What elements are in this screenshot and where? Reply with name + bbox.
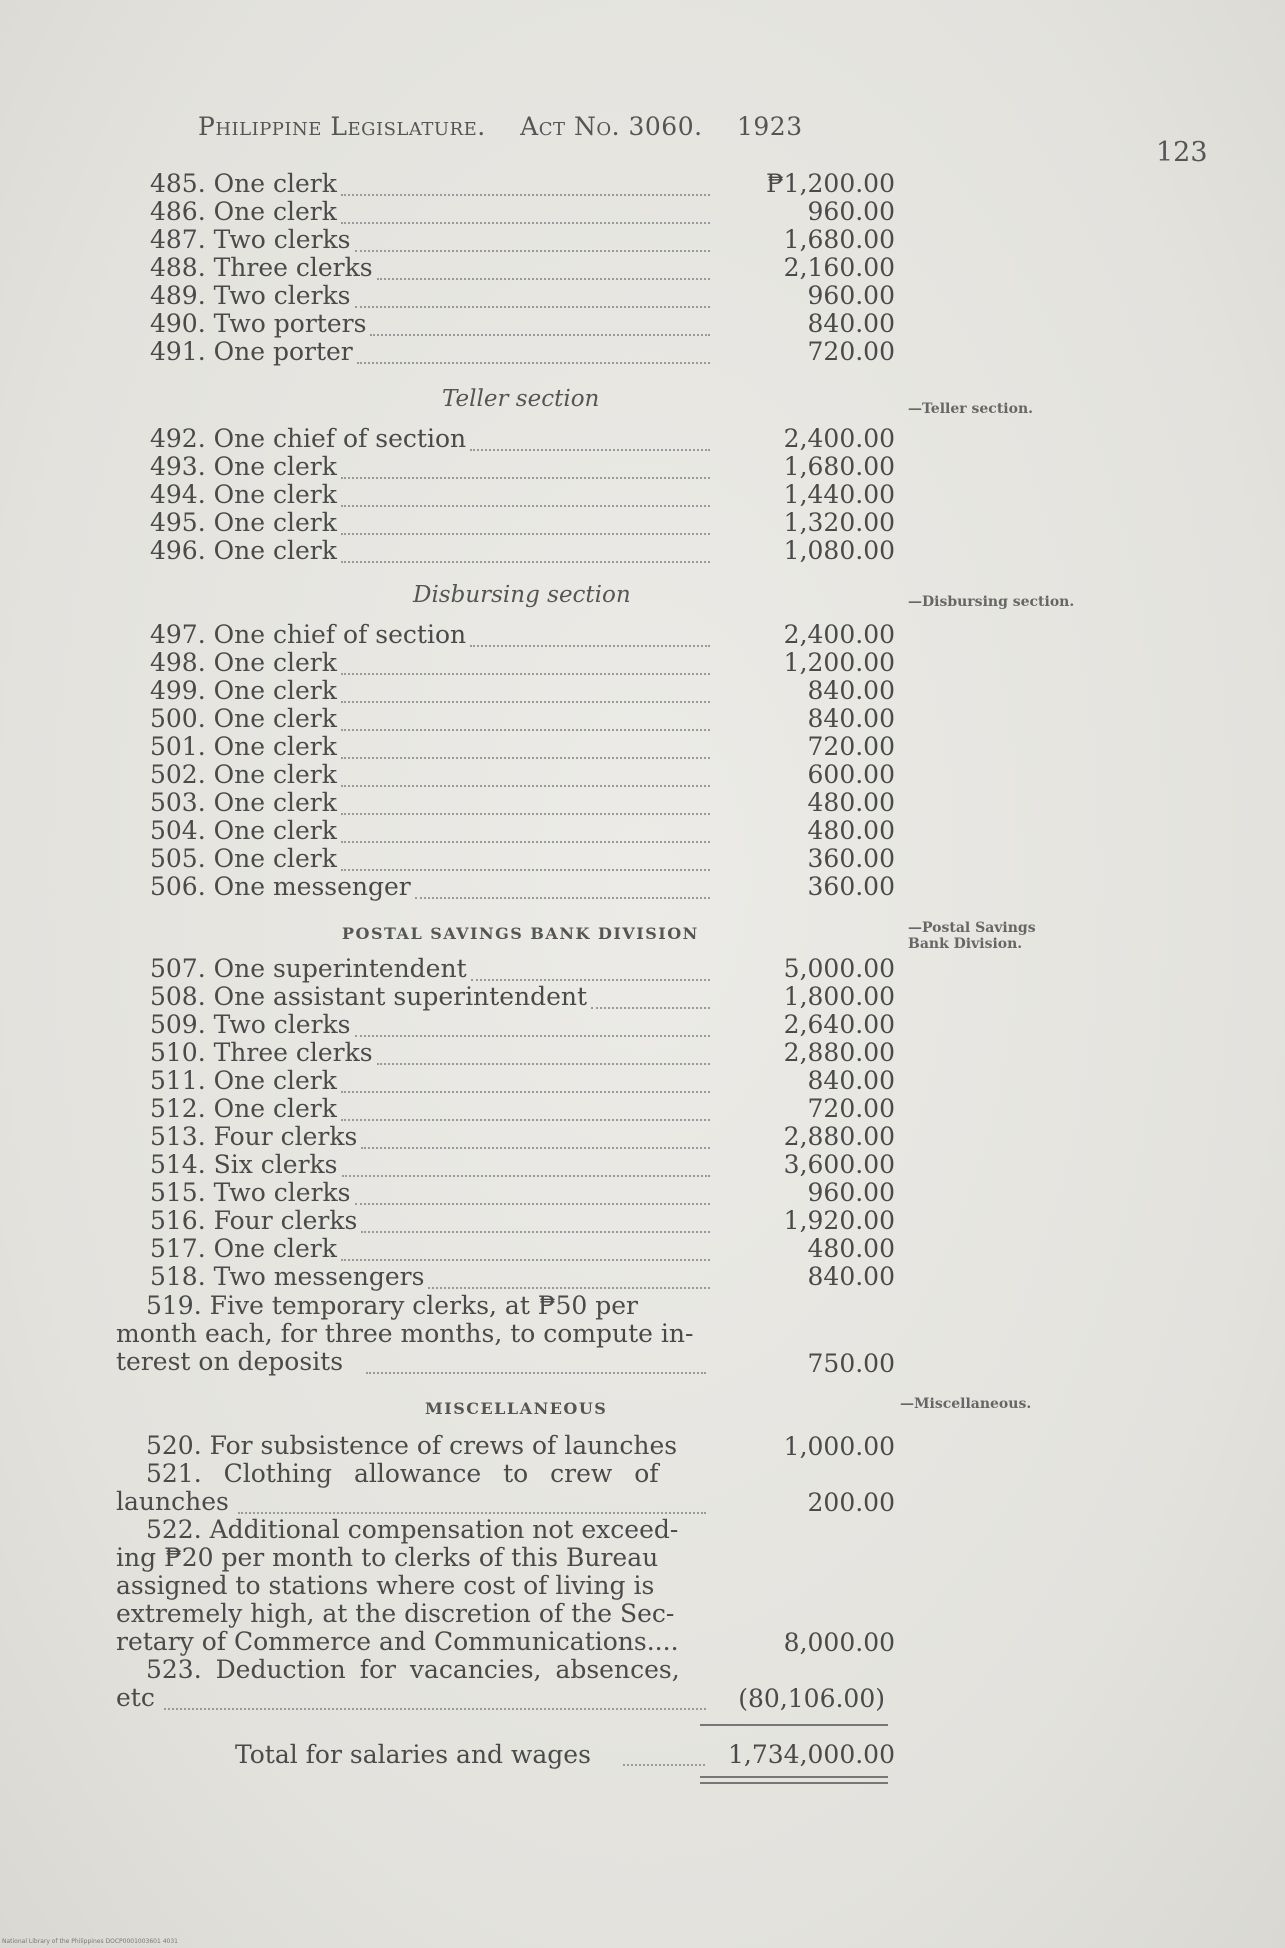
page-number: 123 — [1156, 137, 1208, 168]
line-item — [150, 1151, 895, 1179]
line-item-amount: 360.00 — [807, 844, 895, 873]
line-item-description: 487. Two clerks — [150, 225, 351, 254]
item-519-line3 — [116, 1348, 706, 1376]
sum-rule — [700, 1724, 888, 1726]
section-title-misc: MISCELLANEOUS — [425, 1399, 608, 1418]
item-521 — [116, 1460, 706, 1516]
line-item — [150, 1095, 895, 1123]
line-item — [150, 338, 895, 366]
line-item-description: 496. One clerk — [150, 536, 337, 565]
line-item-description: 486. One clerk — [150, 197, 337, 226]
leader-dots — [355, 1011, 710, 1037]
item-522-line2: ing ₱20 per month to clerks of this Bureau — [116, 1543, 659, 1572]
line-item-description: 501. One clerk — [150, 732, 337, 761]
line-item — [150, 282, 895, 310]
line-item — [150, 1067, 895, 1095]
line-item — [150, 170, 895, 198]
leader-dots — [341, 733, 710, 759]
line-item-amount: 1,800.00 — [783, 982, 895, 1011]
leader-dots — [341, 453, 710, 479]
line-item-description: 510. Three clerks — [150, 1038, 373, 1067]
line-item — [150, 198, 895, 226]
line-item-description: 514. Six clerks — [150, 1150, 338, 1179]
line-item-amount: 2,400.00 — [783, 620, 895, 649]
item-519-line2: month each, for three months, to compute in- — [116, 1319, 694, 1348]
line-item-description: 506. One messenger — [150, 872, 411, 901]
leader-dots — [355, 282, 710, 308]
leader-dots — [623, 1740, 705, 1766]
line-item — [150, 1123, 895, 1151]
line-item-amount: 480.00 — [807, 1234, 895, 1263]
line-item-amount: 2,160.00 — [783, 253, 895, 282]
line-item — [150, 677, 895, 705]
leader-dots — [470, 425, 710, 451]
leader-dots — [341, 481, 710, 507]
line-item — [150, 649, 895, 677]
line-item-description: 495. One clerk — [150, 508, 337, 537]
line-item-description: 485. One clerk — [150, 169, 337, 198]
line-item-amount: 840.00 — [807, 704, 895, 733]
line-item-amount: 720.00 — [807, 732, 895, 761]
item-519-line1: 519. Five temporary clerks, at ₱50 per — [146, 1291, 638, 1320]
leader-dots — [341, 1235, 710, 1261]
line-item-amount: 1,320.00 — [783, 508, 895, 537]
line-item — [150, 226, 895, 254]
line-item-description: 494. One clerk — [150, 480, 337, 509]
margin-note-postal-line2: Bank Division. — [908, 936, 1023, 952]
line-item-description: 517. One clerk — [150, 1234, 337, 1263]
leader-dots — [341, 537, 710, 563]
line-item-description: 508. One assistant superintendent — [150, 982, 588, 1011]
item-519 — [116, 1292, 706, 1376]
item-523-line1: 523. Deduction for vacancies, absences, — [146, 1655, 680, 1684]
leader-dots — [341, 509, 710, 535]
item-522 — [116, 1516, 706, 1656]
line-item-amount: ₱1,200.00 — [766, 169, 895, 198]
leader-dots — [341, 649, 710, 675]
total-label: Total for salaries and wages — [235, 1740, 591, 1769]
line-item — [150, 509, 895, 537]
leader-dots — [341, 817, 710, 843]
leader-dots — [357, 338, 710, 364]
line-item-amount: 960.00 — [807, 281, 895, 310]
amount-523: (80,106.00) — [738, 1684, 885, 1713]
item-521-line1: 521. Clothing allowance to crew of — [146, 1459, 659, 1488]
line-item-description: 512. One clerk — [150, 1094, 337, 1123]
leader-dots — [341, 170, 710, 196]
item-522-line3: assigned to stations where cost of living is — [116, 1571, 655, 1600]
item-519-line3-text: terest on deposits — [116, 1347, 344, 1376]
line-item-description: 500. One clerk — [150, 704, 337, 733]
line-item-description: 516. Four clerks — [150, 1206, 358, 1235]
line-item — [150, 537, 895, 565]
line-item-amount: 3,600.00 — [783, 1150, 895, 1179]
leader-dots — [341, 789, 710, 815]
line-item-amount: 840.00 — [807, 309, 895, 338]
total-amount: 1,734,000.00 — [728, 1740, 895, 1769]
line-item-description: 493. One clerk — [150, 452, 337, 481]
item-523-line2-text: etc — [116, 1683, 155, 1712]
margin-note-misc: —Miscellaneous. — [900, 1396, 1032, 1412]
line-item-description: 492. One chief of section — [150, 424, 467, 453]
leader-dots — [238, 1488, 706, 1514]
leader-dots — [591, 983, 710, 1009]
leader-dots — [366, 1348, 706, 1374]
line-item-description: 505. One clerk — [150, 844, 337, 873]
item-521-line2 — [116, 1488, 706, 1516]
line-item-amount: 960.00 — [807, 1178, 895, 1207]
line-item-amount: 1,200.00 — [783, 648, 895, 677]
line-item-amount: 2,400.00 — [783, 424, 895, 453]
leader-dots — [361, 1123, 710, 1149]
line-item-description: 515. Two clerks — [150, 1178, 351, 1207]
item-520 — [116, 1432, 706, 1460]
line-item — [150, 1179, 895, 1207]
leader-dots — [342, 1151, 710, 1177]
line-item — [150, 817, 895, 845]
line-item — [150, 873, 895, 901]
amount-522: 8,000.00 — [783, 1628, 895, 1657]
leader-dots — [415, 873, 710, 899]
line-item-description: 507. One superintendent — [150, 954, 467, 983]
line-item-description: 491. One porter — [150, 337, 353, 366]
item-522-line5: retary of Commerce and Communications.... — [116, 1627, 679, 1656]
total-row — [235, 1740, 705, 1768]
line-item-amount: 360.00 — [807, 872, 895, 901]
line-item-amount: 1,680.00 — [783, 225, 895, 254]
line-item — [150, 1011, 895, 1039]
line-item — [150, 761, 895, 789]
line-item — [150, 955, 895, 983]
line-item-amount: 480.00 — [807, 788, 895, 817]
double-rule-top — [700, 1776, 888, 1778]
line-item — [150, 983, 895, 1011]
line-item — [150, 254, 895, 282]
line-item — [150, 1263, 895, 1291]
line-item — [150, 789, 895, 817]
double-rule-bottom — [700, 1782, 888, 1784]
leader-dots — [377, 1039, 710, 1065]
amount-520: 1,000.00 — [783, 1432, 895, 1461]
section-title-postal: POSTAL SAVINGS BANK DIVISION — [342, 924, 699, 943]
line-item-amount: 600.00 — [807, 760, 895, 789]
item-522-line4: extremely high, at the discretion of the Sec- — [116, 1599, 675, 1628]
header-legislature: Philippine Legislature. — [198, 112, 486, 141]
line-item-description: 490. Two porters — [150, 309, 367, 338]
line-item-description: 502. One clerk — [150, 760, 337, 789]
line-item — [150, 425, 895, 453]
line-item — [150, 845, 895, 873]
item-520-text: 520. For subsistence of crews of launches — [146, 1431, 678, 1460]
leader-dots — [355, 226, 710, 252]
leader-dots — [470, 621, 710, 647]
section-title-disbursing: Disbursing section — [413, 582, 631, 608]
running-header — [198, 112, 829, 141]
line-item-description: 518. Two messengers — [150, 1262, 425, 1291]
line-item — [150, 481, 895, 509]
header-act: Act No. 3060. — [520, 112, 703, 141]
item-521-line2-text: launches — [116, 1487, 229, 1516]
line-item-amount: 2,880.00 — [783, 1122, 895, 1151]
leader-dots — [164, 1684, 706, 1710]
header-year: 1923 — [737, 112, 803, 141]
line-item — [150, 733, 895, 761]
line-item-amount: 1,440.00 — [783, 480, 895, 509]
leader-dots — [341, 1095, 710, 1121]
line-item-description: 513. Four clerks — [150, 1122, 358, 1151]
leader-dots — [370, 310, 710, 336]
margin-note-disbursing: —Disbursing section. — [908, 594, 1075, 610]
leader-dots — [341, 1067, 710, 1093]
leader-dots — [361, 1207, 710, 1233]
section-title-teller: Teller section — [442, 386, 600, 412]
line-item-description: 497. One chief of section — [150, 620, 467, 649]
amount-521: 200.00 — [807, 1488, 895, 1517]
line-item — [150, 1207, 895, 1235]
line-item-amount: 1,920.00 — [783, 1206, 895, 1235]
line-item — [150, 621, 895, 649]
margin-note-postal-line1: —Postal Savings — [908, 920, 1036, 936]
amount-519: 750.00 — [807, 1349, 895, 1378]
item-523-line2 — [116, 1684, 706, 1712]
line-item-description: 489. Two clerks — [150, 281, 351, 310]
line-item-description: 488. Three clerks — [150, 253, 373, 282]
line-item — [150, 310, 895, 338]
line-item-description: 499. One clerk — [150, 676, 337, 705]
line-item-description: 511. One clerk — [150, 1066, 337, 1095]
line-item-amount: 720.00 — [807, 337, 895, 366]
leader-dots — [341, 198, 710, 224]
leader-dots — [341, 761, 710, 787]
line-item-description: 509. Two clerks — [150, 1010, 351, 1039]
line-item-description: 498. One clerk — [150, 648, 337, 677]
item-523 — [116, 1656, 706, 1712]
item-522-line1: 522. Additional compensation not exceed- — [146, 1515, 679, 1544]
leader-dots — [341, 845, 710, 871]
footer-credit: National Library of the Philippines DOCP0001003601 4031 — [2, 1938, 178, 1945]
line-item-amount: 1,680.00 — [783, 452, 895, 481]
line-item-amount: 1,080.00 — [783, 536, 895, 565]
line-item — [150, 453, 895, 481]
line-item-amount: 960.00 — [807, 197, 895, 226]
margin-note-postal — [908, 920, 1098, 952]
line-item-amount: 2,880.00 — [783, 1038, 895, 1067]
line-item-amount: 5,000.00 — [783, 954, 895, 983]
leader-dots — [377, 254, 710, 280]
line-item-amount: 840.00 — [807, 676, 895, 705]
line-item — [150, 705, 895, 733]
leader-dots — [428, 1263, 710, 1289]
line-item-amount: 2,640.00 — [783, 1010, 895, 1039]
margin-note-teller: —Teller section. — [908, 401, 1034, 417]
line-item-amount: 840.00 — [807, 1066, 895, 1095]
line-item-amount: 840.00 — [807, 1262, 895, 1291]
leader-dots — [341, 705, 710, 731]
line-item — [150, 1235, 895, 1263]
line-item-amount: 720.00 — [807, 1094, 895, 1123]
line-item — [150, 1039, 895, 1067]
leader-dots — [471, 955, 710, 981]
line-item-description: 503. One clerk — [150, 788, 337, 817]
leader-dots — [355, 1179, 710, 1205]
line-item-description: 504. One clerk — [150, 816, 337, 845]
line-item-amount: 480.00 — [807, 816, 895, 845]
leader-dots — [341, 677, 710, 703]
